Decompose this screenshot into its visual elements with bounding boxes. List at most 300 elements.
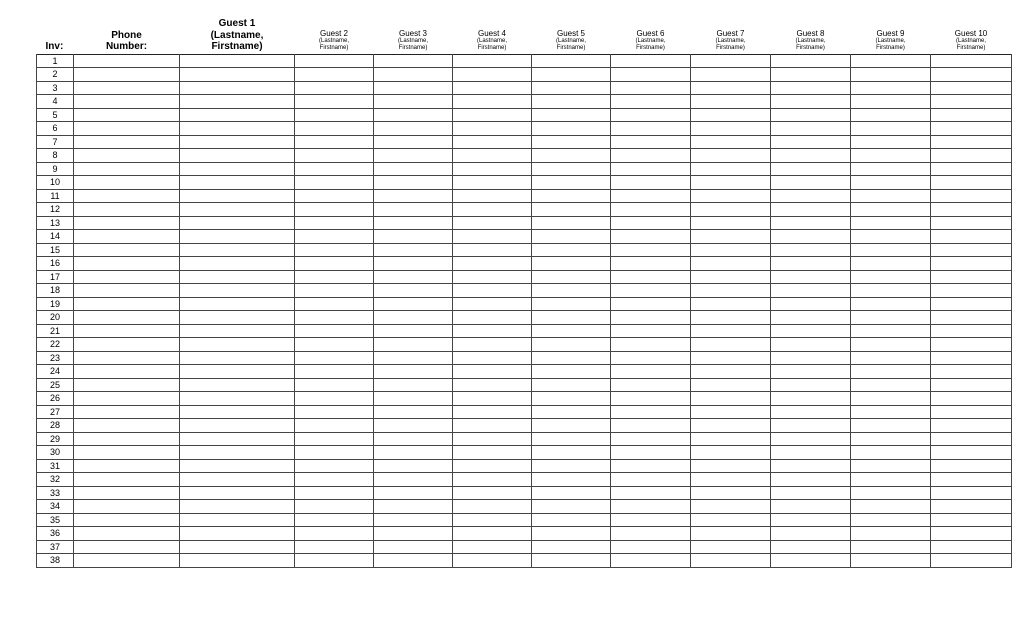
guest-8-cell[interactable] xyxy=(771,540,851,554)
guest-10-cell[interactable] xyxy=(931,446,1012,460)
guest-10-cell[interactable] xyxy=(931,405,1012,419)
guest-1-cell[interactable] xyxy=(180,162,295,176)
guest-9-cell[interactable] xyxy=(851,338,931,352)
guest-10-cell[interactable] xyxy=(931,81,1012,95)
guest-3-cell[interactable] xyxy=(374,257,453,271)
guest-10-cell[interactable] xyxy=(931,284,1012,298)
guest-9-cell[interactable] xyxy=(851,486,931,500)
guest-7-cell[interactable] xyxy=(691,311,771,325)
guest-5-cell[interactable] xyxy=(532,446,611,460)
guest-9-cell[interactable] xyxy=(851,311,931,325)
guest-4-cell[interactable] xyxy=(453,351,532,365)
guest-2-cell[interactable] xyxy=(295,108,374,122)
guest-7-cell[interactable] xyxy=(691,500,771,514)
guest-2-cell[interactable] xyxy=(295,297,374,311)
guest-9-cell[interactable] xyxy=(851,216,931,230)
guest-10-cell[interactable] xyxy=(931,338,1012,352)
guest-9-cell[interactable] xyxy=(851,392,931,406)
guest-5-cell[interactable] xyxy=(532,500,611,514)
guest-4-cell[interactable] xyxy=(453,176,532,190)
phone-number-cell[interactable] xyxy=(74,189,180,203)
guest-6-cell[interactable] xyxy=(611,324,691,338)
phone-number-cell[interactable] xyxy=(74,311,180,325)
guest-1-cell[interactable] xyxy=(180,176,295,190)
guest-9-cell[interactable] xyxy=(851,270,931,284)
guest-6-cell[interactable] xyxy=(611,297,691,311)
guest-2-cell[interactable] xyxy=(295,486,374,500)
guest-8-cell[interactable] xyxy=(771,405,851,419)
guest-1-cell[interactable] xyxy=(180,54,295,68)
guest-6-cell[interactable] xyxy=(611,486,691,500)
guest-4-cell[interactable] xyxy=(453,311,532,325)
phone-number-cell[interactable] xyxy=(74,284,180,298)
guest-1-cell[interactable] xyxy=(180,95,295,109)
guest-9-cell[interactable] xyxy=(851,68,931,82)
guest-9-cell[interactable] xyxy=(851,324,931,338)
guest-4-cell[interactable] xyxy=(453,270,532,284)
guest-4-cell[interactable] xyxy=(453,378,532,392)
guest-10-cell[interactable] xyxy=(931,216,1012,230)
guest-8-cell[interactable] xyxy=(771,122,851,136)
phone-number-cell[interactable] xyxy=(74,257,180,271)
guest-1-cell[interactable] xyxy=(180,338,295,352)
guest-7-cell[interactable] xyxy=(691,540,771,554)
guest-1-cell[interactable] xyxy=(180,122,295,136)
guest-6-cell[interactable] xyxy=(611,392,691,406)
guest-3-cell[interactable] xyxy=(374,284,453,298)
guest-5-cell[interactable] xyxy=(532,459,611,473)
guest-6-cell[interactable] xyxy=(611,378,691,392)
guest-3-cell[interactable] xyxy=(374,432,453,446)
guest-1-cell[interactable] xyxy=(180,230,295,244)
phone-number-cell[interactable] xyxy=(74,446,180,460)
guest-4-cell[interactable] xyxy=(453,68,532,82)
guest-7-cell[interactable] xyxy=(691,176,771,190)
guest-8-cell[interactable] xyxy=(771,216,851,230)
guest-1-cell[interactable] xyxy=(180,473,295,487)
guest-4-cell[interactable] xyxy=(453,365,532,379)
guest-5-cell[interactable] xyxy=(532,311,611,325)
guest-4-cell[interactable] xyxy=(453,135,532,149)
guest-1-cell[interactable] xyxy=(180,554,295,568)
phone-number-cell[interactable] xyxy=(74,554,180,568)
guest-1-cell[interactable] xyxy=(180,419,295,433)
guest-4-cell[interactable] xyxy=(453,243,532,257)
guest-5-cell[interactable] xyxy=(532,297,611,311)
guest-2-cell[interactable] xyxy=(295,324,374,338)
guest-6-cell[interactable] xyxy=(611,216,691,230)
guest-10-cell[interactable] xyxy=(931,378,1012,392)
guest-1-cell[interactable] xyxy=(180,189,295,203)
guest-2-cell[interactable] xyxy=(295,446,374,460)
phone-number-cell[interactable] xyxy=(74,216,180,230)
guest-8-cell[interactable] xyxy=(771,149,851,163)
guest-5-cell[interactable] xyxy=(532,338,611,352)
phone-number-cell[interactable] xyxy=(74,392,180,406)
guest-5-cell[interactable] xyxy=(532,54,611,68)
guest-10-cell[interactable] xyxy=(931,230,1012,244)
guest-7-cell[interactable] xyxy=(691,216,771,230)
guest-3-cell[interactable] xyxy=(374,540,453,554)
guest-6-cell[interactable] xyxy=(611,230,691,244)
guest-10-cell[interactable] xyxy=(931,243,1012,257)
guest-2-cell[interactable] xyxy=(295,432,374,446)
guest-9-cell[interactable] xyxy=(851,189,931,203)
guest-3-cell[interactable] xyxy=(374,459,453,473)
guest-4-cell[interactable] xyxy=(453,81,532,95)
guest-6-cell[interactable] xyxy=(611,176,691,190)
guest-2-cell[interactable] xyxy=(295,311,374,325)
guest-6-cell[interactable] xyxy=(611,419,691,433)
phone-number-cell[interactable] xyxy=(74,81,180,95)
guest-3-cell[interactable] xyxy=(374,392,453,406)
phone-number-cell[interactable] xyxy=(74,135,180,149)
guest-10-cell[interactable] xyxy=(931,351,1012,365)
guest-9-cell[interactable] xyxy=(851,257,931,271)
guest-8-cell[interactable] xyxy=(771,230,851,244)
guest-3-cell[interactable] xyxy=(374,216,453,230)
guest-7-cell[interactable] xyxy=(691,135,771,149)
guest-6-cell[interactable] xyxy=(611,432,691,446)
guest-9-cell[interactable] xyxy=(851,473,931,487)
guest-9-cell[interactable] xyxy=(851,149,931,163)
guest-6-cell[interactable] xyxy=(611,135,691,149)
guest-9-cell[interactable] xyxy=(851,81,931,95)
guest-3-cell[interactable] xyxy=(374,176,453,190)
guest-1-cell[interactable] xyxy=(180,243,295,257)
guest-5-cell[interactable] xyxy=(532,189,611,203)
phone-number-cell[interactable] xyxy=(74,297,180,311)
guest-8-cell[interactable] xyxy=(771,324,851,338)
guest-3-cell[interactable] xyxy=(374,81,453,95)
phone-number-cell[interactable] xyxy=(74,378,180,392)
guest-7-cell[interactable] xyxy=(691,257,771,271)
guest-10-cell[interactable] xyxy=(931,311,1012,325)
guest-8-cell[interactable] xyxy=(771,365,851,379)
guest-9-cell[interactable] xyxy=(851,513,931,527)
guest-7-cell[interactable] xyxy=(691,149,771,163)
guest-8-cell[interactable] xyxy=(771,257,851,271)
guest-7-cell[interactable] xyxy=(691,378,771,392)
guest-1-cell[interactable] xyxy=(180,81,295,95)
guest-2-cell[interactable] xyxy=(295,554,374,568)
guest-7-cell[interactable] xyxy=(691,486,771,500)
guest-4-cell[interactable] xyxy=(453,230,532,244)
guest-7-cell[interactable] xyxy=(691,527,771,541)
phone-number-cell[interactable] xyxy=(74,243,180,257)
guest-3-cell[interactable] xyxy=(374,243,453,257)
guest-2-cell[interactable] xyxy=(295,243,374,257)
phone-number-cell[interactable] xyxy=(74,486,180,500)
guest-9-cell[interactable] xyxy=(851,203,931,217)
guest-5-cell[interactable] xyxy=(532,95,611,109)
guest-4-cell[interactable] xyxy=(453,405,532,419)
guest-6-cell[interactable] xyxy=(611,446,691,460)
guest-6-cell[interactable] xyxy=(611,500,691,514)
guest-4-cell[interactable] xyxy=(453,513,532,527)
guest-9-cell[interactable] xyxy=(851,297,931,311)
guest-10-cell[interactable] xyxy=(931,513,1012,527)
guest-9-cell[interactable] xyxy=(851,351,931,365)
guest-7-cell[interactable] xyxy=(691,203,771,217)
phone-number-cell[interactable] xyxy=(74,365,180,379)
guest-4-cell[interactable] xyxy=(453,527,532,541)
guest-4-cell[interactable] xyxy=(453,189,532,203)
guest-3-cell[interactable] xyxy=(374,162,453,176)
guest-8-cell[interactable] xyxy=(771,432,851,446)
guest-3-cell[interactable] xyxy=(374,189,453,203)
guest-5-cell[interactable] xyxy=(532,176,611,190)
guest-8-cell[interactable] xyxy=(771,54,851,68)
guest-10-cell[interactable] xyxy=(931,135,1012,149)
guest-8-cell[interactable] xyxy=(771,243,851,257)
guest-10-cell[interactable] xyxy=(931,432,1012,446)
phone-number-cell[interactable] xyxy=(74,54,180,68)
guest-5-cell[interactable] xyxy=(532,540,611,554)
guest-5-cell[interactable] xyxy=(532,68,611,82)
phone-number-cell[interactable] xyxy=(74,459,180,473)
guest-10-cell[interactable] xyxy=(931,122,1012,136)
guest-7-cell[interactable] xyxy=(691,270,771,284)
guest-7-cell[interactable] xyxy=(691,68,771,82)
guest-7-cell[interactable] xyxy=(691,122,771,136)
guest-9-cell[interactable] xyxy=(851,176,931,190)
guest-2-cell[interactable] xyxy=(295,176,374,190)
guest-9-cell[interactable] xyxy=(851,554,931,568)
guest-7-cell[interactable] xyxy=(691,554,771,568)
guest-3-cell[interactable] xyxy=(374,270,453,284)
guest-4-cell[interactable] xyxy=(453,284,532,298)
guest-3-cell[interactable] xyxy=(374,338,453,352)
guest-5-cell[interactable] xyxy=(532,108,611,122)
guest-6-cell[interactable] xyxy=(611,338,691,352)
guest-5-cell[interactable] xyxy=(532,405,611,419)
guest-3-cell[interactable] xyxy=(374,311,453,325)
phone-number-cell[interactable] xyxy=(74,122,180,136)
guest-2-cell[interactable] xyxy=(295,216,374,230)
guest-3-cell[interactable] xyxy=(374,122,453,136)
guest-9-cell[interactable] xyxy=(851,108,931,122)
guest-3-cell[interactable] xyxy=(374,419,453,433)
guest-1-cell[interactable] xyxy=(180,351,295,365)
guest-7-cell[interactable] xyxy=(691,243,771,257)
guest-8-cell[interactable] xyxy=(771,135,851,149)
guest-5-cell[interactable] xyxy=(532,216,611,230)
guest-3-cell[interactable] xyxy=(374,500,453,514)
guest-10-cell[interactable] xyxy=(931,554,1012,568)
guest-10-cell[interactable] xyxy=(931,459,1012,473)
guest-6-cell[interactable] xyxy=(611,108,691,122)
guest-6-cell[interactable] xyxy=(611,257,691,271)
guest-1-cell[interactable] xyxy=(180,135,295,149)
guest-9-cell[interactable] xyxy=(851,500,931,514)
guest-2-cell[interactable] xyxy=(295,54,374,68)
guest-1-cell[interactable] xyxy=(180,446,295,460)
guest-5-cell[interactable] xyxy=(532,378,611,392)
phone-number-cell[interactable] xyxy=(74,338,180,352)
guest-9-cell[interactable] xyxy=(851,446,931,460)
guest-10-cell[interactable] xyxy=(931,54,1012,68)
guest-2-cell[interactable] xyxy=(295,540,374,554)
guest-7-cell[interactable] xyxy=(691,162,771,176)
guest-5-cell[interactable] xyxy=(532,419,611,433)
phone-number-cell[interactable] xyxy=(74,203,180,217)
guest-8-cell[interactable] xyxy=(771,486,851,500)
guest-4-cell[interactable] xyxy=(453,162,532,176)
guest-2-cell[interactable] xyxy=(295,135,374,149)
guest-1-cell[interactable] xyxy=(180,486,295,500)
guest-3-cell[interactable] xyxy=(374,473,453,487)
guest-7-cell[interactable] xyxy=(691,230,771,244)
guest-8-cell[interactable] xyxy=(771,419,851,433)
guest-7-cell[interactable] xyxy=(691,297,771,311)
guest-1-cell[interactable] xyxy=(180,270,295,284)
phone-number-cell[interactable] xyxy=(74,324,180,338)
guest-2-cell[interactable] xyxy=(295,189,374,203)
guest-5-cell[interactable] xyxy=(532,473,611,487)
guest-5-cell[interactable] xyxy=(532,432,611,446)
guest-1-cell[interactable] xyxy=(180,284,295,298)
guest-10-cell[interactable] xyxy=(931,257,1012,271)
guest-9-cell[interactable] xyxy=(851,230,931,244)
guest-1-cell[interactable] xyxy=(180,405,295,419)
guest-8-cell[interactable] xyxy=(771,446,851,460)
guest-5-cell[interactable] xyxy=(532,162,611,176)
guest-2-cell[interactable] xyxy=(295,68,374,82)
guest-6-cell[interactable] xyxy=(611,513,691,527)
guest-9-cell[interactable] xyxy=(851,405,931,419)
guest-10-cell[interactable] xyxy=(931,203,1012,217)
guest-4-cell[interactable] xyxy=(453,392,532,406)
guest-9-cell[interactable] xyxy=(851,162,931,176)
guest-6-cell[interactable] xyxy=(611,122,691,136)
guest-3-cell[interactable] xyxy=(374,149,453,163)
guest-10-cell[interactable] xyxy=(931,500,1012,514)
guest-3-cell[interactable] xyxy=(374,513,453,527)
guest-1-cell[interactable] xyxy=(180,513,295,527)
guest-3-cell[interactable] xyxy=(374,324,453,338)
guest-2-cell[interactable] xyxy=(295,81,374,95)
guest-10-cell[interactable] xyxy=(931,527,1012,541)
guest-10-cell[interactable] xyxy=(931,365,1012,379)
guest-6-cell[interactable] xyxy=(611,95,691,109)
guest-1-cell[interactable] xyxy=(180,459,295,473)
guest-8-cell[interactable] xyxy=(771,68,851,82)
guest-6-cell[interactable] xyxy=(611,527,691,541)
guest-1-cell[interactable] xyxy=(180,392,295,406)
phone-number-cell[interactable] xyxy=(74,473,180,487)
guest-5-cell[interactable] xyxy=(532,392,611,406)
guest-2-cell[interactable] xyxy=(295,513,374,527)
guest-10-cell[interactable] xyxy=(931,68,1012,82)
guest-9-cell[interactable] xyxy=(851,54,931,68)
phone-number-cell[interactable] xyxy=(74,351,180,365)
guest-6-cell[interactable] xyxy=(611,284,691,298)
phone-number-cell[interactable] xyxy=(74,95,180,109)
guest-5-cell[interactable] xyxy=(532,203,611,217)
guest-10-cell[interactable] xyxy=(931,176,1012,190)
guest-3-cell[interactable] xyxy=(374,554,453,568)
guest-2-cell[interactable] xyxy=(295,473,374,487)
guest-8-cell[interactable] xyxy=(771,378,851,392)
guest-6-cell[interactable] xyxy=(611,311,691,325)
guest-5-cell[interactable] xyxy=(532,270,611,284)
guest-2-cell[interactable] xyxy=(295,203,374,217)
guest-10-cell[interactable] xyxy=(931,108,1012,122)
guest-8-cell[interactable] xyxy=(771,297,851,311)
guest-6-cell[interactable] xyxy=(611,365,691,379)
guest-6-cell[interactable] xyxy=(611,243,691,257)
guest-5-cell[interactable] xyxy=(532,81,611,95)
guest-10-cell[interactable] xyxy=(931,189,1012,203)
guest-6-cell[interactable] xyxy=(611,203,691,217)
guest-3-cell[interactable] xyxy=(374,297,453,311)
guest-2-cell[interactable] xyxy=(295,230,374,244)
guest-1-cell[interactable] xyxy=(180,257,295,271)
guest-7-cell[interactable] xyxy=(691,419,771,433)
guest-1-cell[interactable] xyxy=(180,149,295,163)
guest-8-cell[interactable] xyxy=(771,284,851,298)
guest-7-cell[interactable] xyxy=(691,513,771,527)
phone-number-cell[interactable] xyxy=(74,68,180,82)
guest-2-cell[interactable] xyxy=(295,162,374,176)
guest-6-cell[interactable] xyxy=(611,405,691,419)
guest-7-cell[interactable] xyxy=(691,54,771,68)
guest-7-cell[interactable] xyxy=(691,392,771,406)
guest-8-cell[interactable] xyxy=(771,554,851,568)
guest-6-cell[interactable] xyxy=(611,162,691,176)
guest-10-cell[interactable] xyxy=(931,473,1012,487)
guest-4-cell[interactable] xyxy=(453,54,532,68)
guest-1-cell[interactable] xyxy=(180,527,295,541)
guest-6-cell[interactable] xyxy=(611,189,691,203)
guest-10-cell[interactable] xyxy=(931,486,1012,500)
guest-3-cell[interactable] xyxy=(374,54,453,68)
guest-8-cell[interactable] xyxy=(771,189,851,203)
phone-number-cell[interactable] xyxy=(74,108,180,122)
guest-8-cell[interactable] xyxy=(771,473,851,487)
guest-8-cell[interactable] xyxy=(771,270,851,284)
guest-5-cell[interactable] xyxy=(532,284,611,298)
guest-4-cell[interactable] xyxy=(453,122,532,136)
guest-1-cell[interactable] xyxy=(180,500,295,514)
guest-1-cell[interactable] xyxy=(180,540,295,554)
guest-3-cell[interactable] xyxy=(374,405,453,419)
guest-2-cell[interactable] xyxy=(295,257,374,271)
guest-9-cell[interactable] xyxy=(851,284,931,298)
guest-4-cell[interactable] xyxy=(453,486,532,500)
guest-2-cell[interactable] xyxy=(295,284,374,298)
guest-8-cell[interactable] xyxy=(771,392,851,406)
phone-number-cell[interactable] xyxy=(74,149,180,163)
guest-9-cell[interactable] xyxy=(851,95,931,109)
guest-2-cell[interactable] xyxy=(295,405,374,419)
guest-3-cell[interactable] xyxy=(374,68,453,82)
guest-3-cell[interactable] xyxy=(374,108,453,122)
guest-4-cell[interactable] xyxy=(453,419,532,433)
guest-8-cell[interactable] xyxy=(771,176,851,190)
guest-9-cell[interactable] xyxy=(851,432,931,446)
guest-9-cell[interactable] xyxy=(851,419,931,433)
phone-number-cell[interactable] xyxy=(74,527,180,541)
guest-5-cell[interactable] xyxy=(532,351,611,365)
phone-number-cell[interactable] xyxy=(74,162,180,176)
guest-8-cell[interactable] xyxy=(771,338,851,352)
phone-number-cell[interactable] xyxy=(74,270,180,284)
guest-4-cell[interactable] xyxy=(453,446,532,460)
guest-4-cell[interactable] xyxy=(453,297,532,311)
guest-5-cell[interactable] xyxy=(532,149,611,163)
